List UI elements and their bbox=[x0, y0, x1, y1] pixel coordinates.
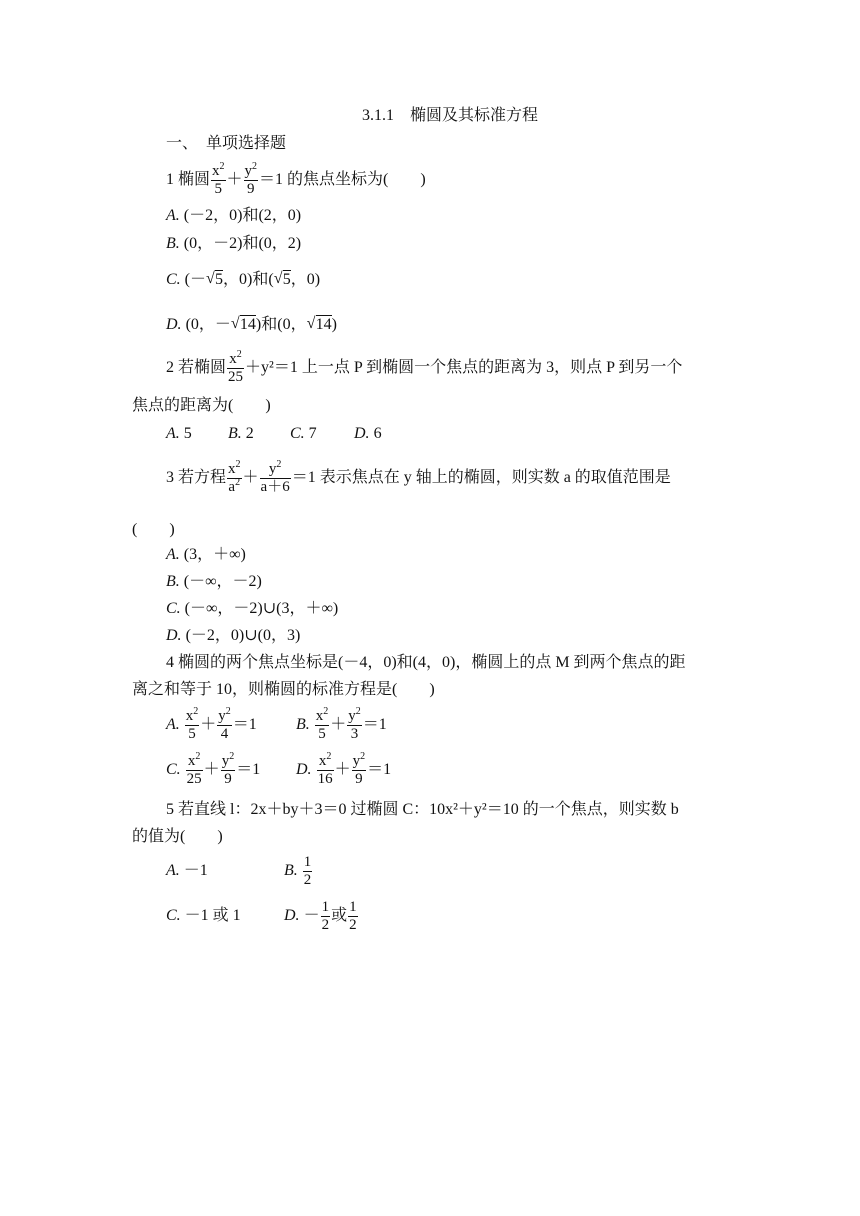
sqrt-14: √ 14 bbox=[230, 315, 256, 333]
question-5-line-2: 的值为( ) bbox=[132, 828, 223, 845]
question-3-line-2: ( ) bbox=[132, 521, 175, 538]
q3-option-d: D. (－2，0)∪(0，3) bbox=[166, 627, 301, 644]
q4-options-ab: A. $\frac{x^2}{5}$ ＋ $\frac{y^2}{4}$ ＝1 B. $\frac{x^2}{5}$ ＋ $\frac{y^2}{3}$ ＝1 bbox=[166, 705, 387, 742]
q3-option-c: C. (－∞，－2)∪(3，＋∞) bbox=[166, 600, 339, 617]
fraction-y2-over-4: $\frac{y^2}{4}$ bbox=[218, 705, 231, 742]
fraction-x2-over-5: $\frac{x^2}{5}$ bbox=[212, 160, 225, 197]
fraction-x2-over-25: $\frac{x^2}{25}$ bbox=[186, 750, 202, 787]
q3-option-b: B. (－∞，－2) bbox=[166, 573, 262, 590]
fraction-one-half: $\frac{1}{2}$ bbox=[303, 853, 312, 888]
question-5-line-1: 5 若直线 l：2x＋by＋3＝0 过椭圆 C：10x²＋y²＝10 的一个焦点，则实数 b bbox=[166, 801, 679, 818]
page-title: 3.1.1 椭圆及其标准方程 bbox=[361, 107, 538, 124]
fraction-x2-over-5: $\frac{x^2}{5}$ bbox=[185, 705, 199, 742]
fraction-y2-over-9: $\frac{y^2}{9}$ bbox=[244, 160, 258, 197]
question-2-stem: 2 若椭圆 $\frac{x^2}{25}$ ＋y²＝1 上一点 P 到椭圆一个焦点的距离为 3，则点 P 到另一个 bbox=[166, 348, 683, 385]
fraction-x2-over-16: $\frac{x^2}{16}$ bbox=[317, 750, 333, 787]
q2-options: A. 5 B. 2 C. 7 D. 6 bbox=[166, 425, 382, 442]
q5-options-ab: A. －1 B. $\frac{1}{2}$ bbox=[166, 853, 312, 888]
question-4-line-1: 4 椭圆的两个焦点坐标是(－4，0)和(4，0)，椭圆上的点 M 到两个焦点的距 bbox=[166, 654, 686, 671]
question-3-stem: 3 若方程 $\frac{x^2}{a^2}$ ＋ $\frac{y^2}{a+6}$ ＝1 表示焦点在 y 轴上的椭圆，则实数 a 的取值范围是 bbox=[166, 458, 671, 495]
q3-option-a: A. (3，＋∞) bbox=[166, 546, 246, 563]
fraction-x2-over-a2: $\frac{x^2}{a^2}$ bbox=[228, 458, 241, 495]
fraction-y2-over-9: $\frac{y^2}{9}$ bbox=[352, 750, 366, 787]
q4-options-cd: C. $\frac{x^2}{25}$ ＋ $\frac{y^2}{9}$ ＝1 D. $\frac{x^2}{16}$ ＋ $\frac{y^2}{9}$ ＝1 bbox=[166, 750, 392, 787]
fraction-one-half: $\frac{1}{2}$ bbox=[321, 898, 330, 933]
sqrt-5: √ 5 bbox=[206, 270, 224, 288]
plus-sign: ＋ bbox=[226, 171, 243, 188]
fraction-y2-over-3: $\frac{y^2}{3}$ bbox=[348, 705, 361, 742]
section-heading: 一、 单项选择题 bbox=[166, 135, 287, 152]
q1-option-d: D. (0，－ √ 14)和(0， √ 14) bbox=[166, 315, 337, 333]
question-1-stem bbox=[166, 160, 426, 200]
question-4-line-2: 离之和等于 10，则椭圆的标准方程是( ) bbox=[132, 681, 435, 698]
sqrt-14: √ 14 bbox=[306, 315, 332, 333]
fraction-x2-over-5: $\frac{x^2}{5}$ bbox=[315, 705, 329, 742]
q1-option-c: C. (－ √ 5，0)和( √ 5，0) bbox=[166, 270, 321, 288]
q5-options-cd: C. －1 或 1 D. － $\frac{1}{2}$ 或 $\frac{1}{2}$ bbox=[166, 898, 357, 933]
q1-option-a: A. (－2，0)和(2，0) bbox=[166, 207, 302, 224]
question-2-line-2: 焦点的距离为( ) bbox=[132, 397, 271, 414]
fraction-y2-over-9: $\frac{y^2}{9}$ bbox=[221, 750, 235, 787]
q1-suffix: ＝1 的焦点坐标为( ) bbox=[259, 171, 426, 188]
q1-option-b: B. (0，－2)和(0，2) bbox=[166, 235, 302, 252]
sqrt-5: √ 5 bbox=[273, 270, 291, 288]
fraction-one-half: $\frac{1}{2}$ bbox=[349, 898, 357, 933]
fraction-x2-over-25: $\frac{x^2}{25}$ bbox=[228, 348, 244, 385]
fraction-y2-over-a-plus-6: $\frac{y^2}{a+6}$ bbox=[260, 458, 290, 495]
q1-prefix: 1 椭圆 bbox=[166, 171, 211, 188]
